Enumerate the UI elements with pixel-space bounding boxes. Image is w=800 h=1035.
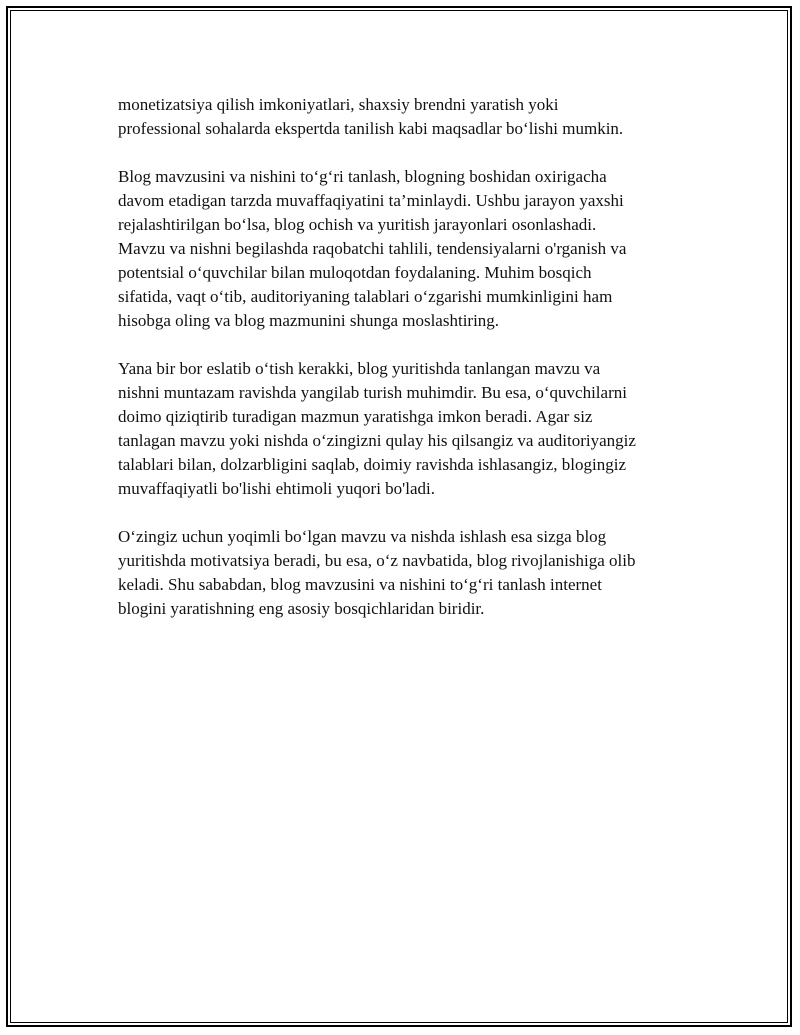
paragraph-2: Blog mavzusini va nishini to‘g‘ri tanlash, blogning boshidan oxirigacha davom etadigan tarzda muvaffaqiyatini ta’minlaydi. Ushbu jarayon yaxshi rejalashtirilgan bo‘lsa, blog ochish va yuritish jarayonlari osonlashadi. Mavzu va nishni begilashda raqobatchi tahlili, tendensiyalarni o'rganish va potentsial o‘quvchilar bilan muloqotdan foydalaning. Muhim bosqich sifatida, vaqt o‘tib, auditoriyaning talablari o‘zgarishi mumkinligini ham hisobga oling va blog mazmunini shunga moslashtiring. — [118, 167, 627, 330]
paragraph-4: O‘zingiz uchun yoqimli bo‘lgan mavzu va nishda ishlash esa sizga blog yuritishda motivatsiya beradi, bu esa, o‘z navbatida, blog rivojlanishiga olib keladi. Shu sababdan, blog mavzusini va nishini to‘g‘ri tanlash internet blogini yaratishning eng asosiy bosqichlaridan biridir. — [118, 527, 636, 618]
paragraph-1: monetizatsiya qilish imkoniyatlari, shaxsiy brendni yaratish yoki professional sohalarda ekspertda tanilish kabi maqsadlar bo‘lishi mumkin. — [118, 95, 624, 138]
paragraph-3: Yana bir bor eslatib o‘tish kerakki, blog yuritishda tanlangan mavzu va nishni muntazam ravishda yangilab turish muhimdir. Bu esa, o‘quvchilarni doimo qiziqtirib turadigan mazmun yaratishga imkon beradi. Agar siz tanlagan mavzu yoki nishda o‘zingizni qulay his qilsangiz va auditoriyangiz talablari bilan, dolzarbligini saqlab, doimiy ravishda ishlasangiz, blogingiz muvaffaqiyatli bo'lishi ehtimoli yuqori bo'ladi. — [118, 359, 636, 498]
document-body — [118, 93, 698, 645]
